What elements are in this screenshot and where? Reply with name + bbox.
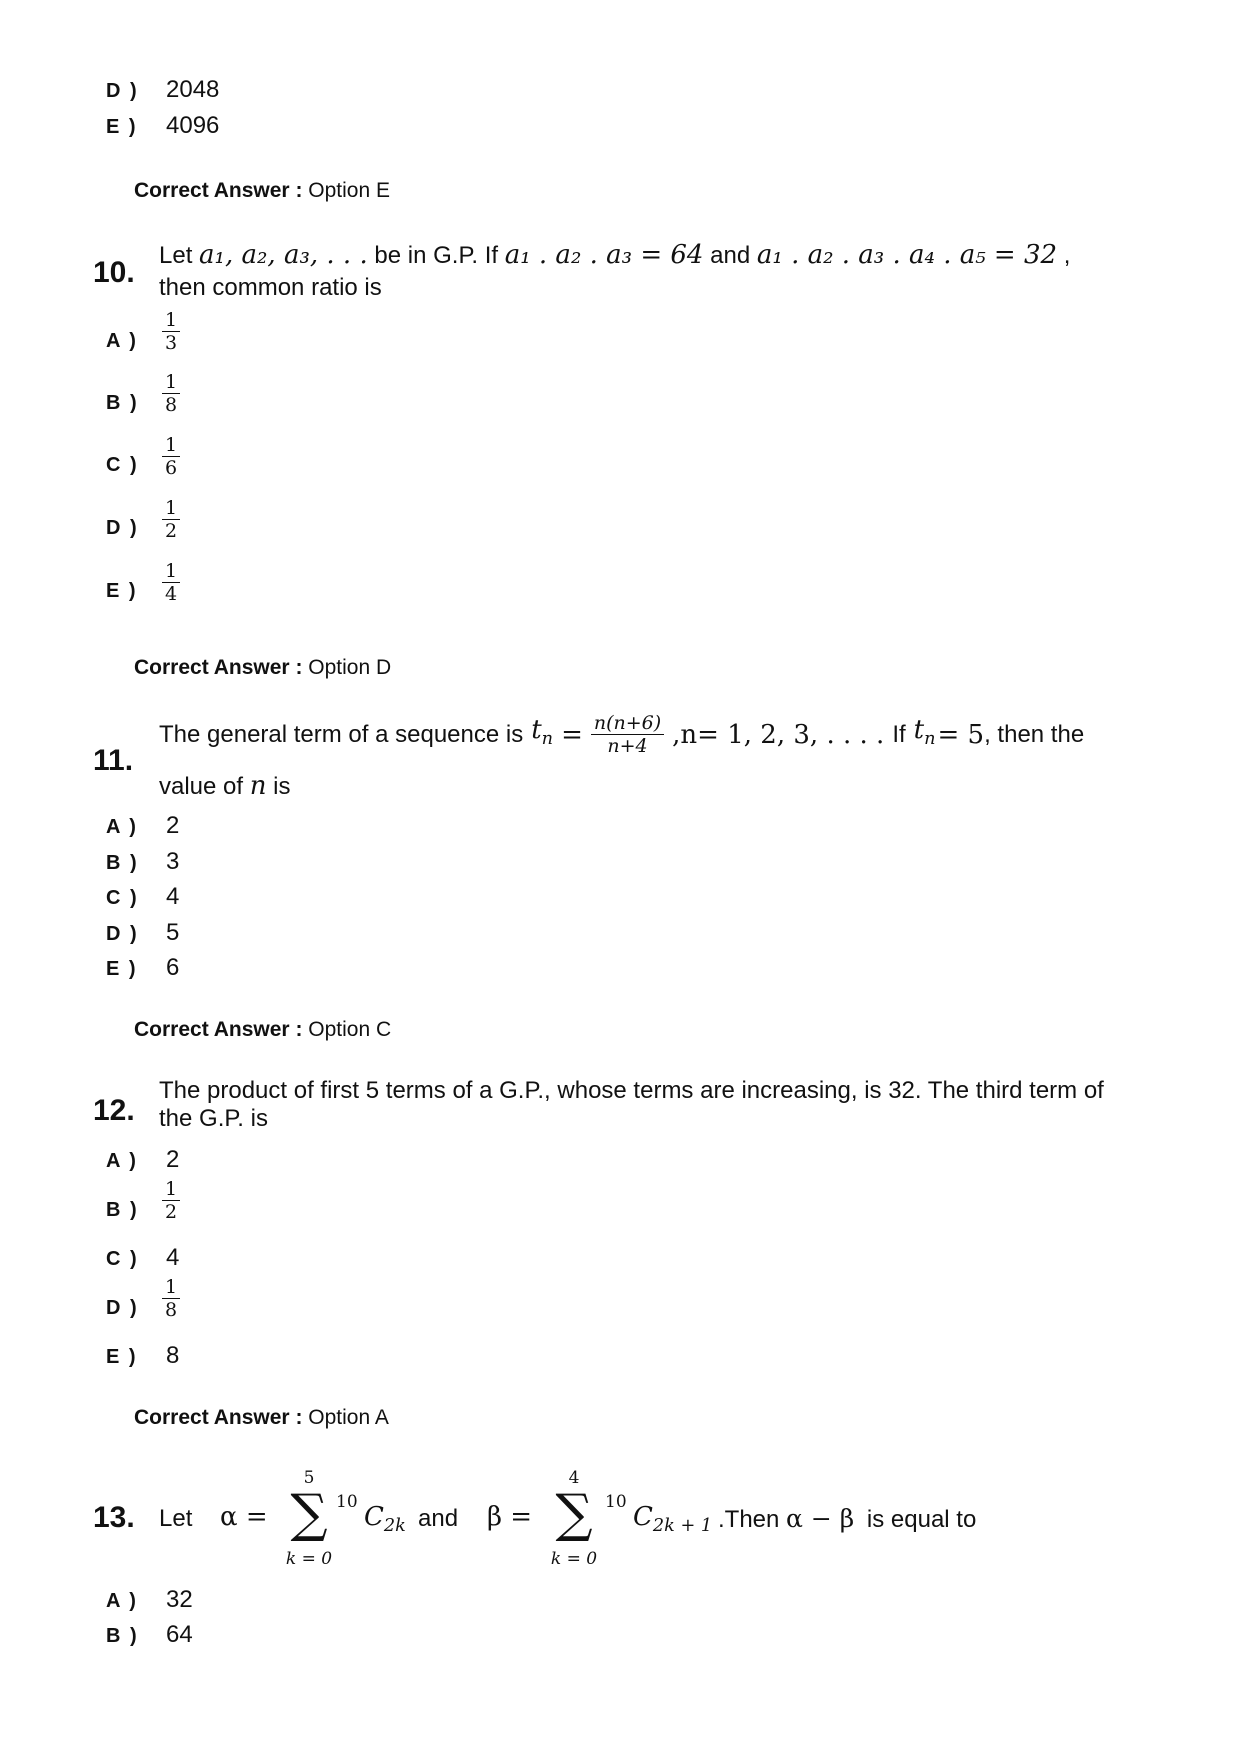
option-value: 4 bbox=[166, 883, 180, 910]
question-text: The product of first 5 terms of a G.P., whose terms are increasing, is 32. The third term of bbox=[159, 1077, 1104, 1104]
question-text-line2: then common ratio is bbox=[159, 274, 382, 301]
option-fraction: $\frac{1}{2}$ bbox=[162, 497, 180, 542]
question-text: Let bbox=[159, 1505, 193, 1532]
option-value: 8 bbox=[166, 1342, 180, 1369]
option-label: B ) bbox=[106, 1199, 139, 1221]
question-text-then: .Then α − β is equal to bbox=[718, 1504, 977, 1533]
option-label: E ) bbox=[106, 580, 138, 602]
option-label: B ) bbox=[106, 1625, 139, 1647]
option-label: D ) bbox=[106, 923, 139, 945]
sum-upper-limit: 4 bbox=[568, 1468, 580, 1488]
math-beta: β = bbox=[487, 1502, 533, 1532]
answer-value: Option C bbox=[308, 1018, 392, 1041]
question-number: 12. bbox=[93, 1094, 135, 1127]
question-text: Let a₁, a₂, a₃, . . . be in G.P. If a₁ . a₂ . a₃ = 64 and a₁ . a₂ . a₃ . a₄ . a₅ = 32 , bbox=[159, 240, 1071, 270]
option-value: 2 bbox=[166, 1146, 180, 1173]
math-eq: = 5 bbox=[937, 719, 985, 750]
option-label: A ) bbox=[106, 330, 138, 352]
math-range: ,n= 1, 2, 3, . . . . bbox=[672, 719, 885, 750]
option-value: 64 bbox=[166, 1621, 193, 1648]
question-text-line2: the G.P. is bbox=[159, 1105, 268, 1132]
option-fraction: $\frac{1}{2}$ bbox=[162, 1178, 180, 1223]
option-label: C ) bbox=[106, 1248, 139, 1270]
math-n: n bbox=[249, 771, 267, 801]
option-label: E ) bbox=[106, 958, 138, 980]
correct-answer bbox=[134, 179, 390, 203]
option-label: A ) bbox=[106, 816, 138, 838]
sum-lower-limit: k = 0 bbox=[285, 1549, 333, 1569]
option-label: C ) bbox=[106, 887, 139, 909]
option-label: D ) bbox=[106, 1297, 139, 1319]
sum-lower-limit: k = 0 bbox=[550, 1549, 598, 1569]
option-fraction: $\frac{1}{4}$ bbox=[162, 560, 180, 605]
option-label: D ) bbox=[106, 80, 139, 102]
option-label: A ) bbox=[106, 1590, 138, 1612]
question-text: The general term of a sequence is $t_n$ = $\frac{n(n+6)}{n+4}$ ,n= 1, 2, 3, . . . . If $t_n$ = 5 , then the bbox=[159, 712, 1085, 757]
answer-value: Option E bbox=[308, 179, 390, 202]
option-value: 4 bbox=[166, 1244, 180, 1271]
answer-label: Correct Answer : bbox=[134, 1406, 303, 1429]
option-label: B ) bbox=[106, 852, 139, 874]
correct-answer bbox=[134, 1018, 391, 1042]
question-number: 11. bbox=[93, 744, 134, 777]
math-tn: $t_n$ bbox=[913, 714, 936, 750]
option-label: D ) bbox=[106, 517, 139, 539]
option-fraction: $\frac{1}{8}$ bbox=[162, 371, 180, 416]
option-value: 6 bbox=[166, 954, 180, 981]
sum-icon: ∑ bbox=[290, 1484, 328, 1544]
comb-superscript: 10 bbox=[605, 1492, 627, 1512]
option-value: 32 bbox=[166, 1586, 193, 1613]
math-eq: a₁ . a₂ . a₃ = 64 bbox=[504, 240, 704, 270]
answer-value: Option A bbox=[308, 1406, 389, 1429]
option-value: 4096 bbox=[166, 112, 220, 139]
math-eq: a₁ . a₂ . a₃ . a₄ . a₅ = 32 bbox=[756, 240, 1058, 270]
option-value: 5 bbox=[166, 919, 180, 946]
option-label: E ) bbox=[106, 1346, 138, 1368]
correct-answer bbox=[134, 656, 391, 680]
option-value: 2 bbox=[166, 812, 180, 839]
comb-superscript: 10 bbox=[336, 1492, 358, 1512]
sum-icon: ∑ bbox=[555, 1484, 593, 1544]
question-number: 10. bbox=[93, 256, 135, 289]
option-value: 2048 bbox=[166, 76, 220, 103]
answer-label: Correct Answer : bbox=[134, 179, 303, 202]
option-label: E ) bbox=[106, 116, 138, 138]
math-seq: a₁, a₂, a₃, . . . bbox=[199, 240, 368, 270]
question-number: 13. bbox=[93, 1501, 135, 1534]
answer-label: Correct Answer : bbox=[134, 656, 303, 679]
option-value: 3 bbox=[166, 848, 180, 875]
answer-value: Option D bbox=[308, 656, 392, 679]
option-label: C ) bbox=[106, 454, 139, 476]
option-label: A ) bbox=[106, 1150, 138, 1172]
question-text-line2: value of n is bbox=[159, 771, 291, 801]
math-fraction: $\frac{n(n+6)}{n+4}$ bbox=[591, 712, 664, 757]
option-fraction: $\frac{1}{6}$ bbox=[162, 434, 180, 479]
math-tn: $t_n$ bbox=[531, 714, 554, 750]
sum-upper-limit: 5 bbox=[303, 1468, 315, 1488]
option-fraction: $\frac{1}{3}$ bbox=[162, 309, 180, 354]
option-label: B ) bbox=[106, 392, 139, 414]
answer-label: Correct Answer : bbox=[134, 1018, 303, 1041]
option-fraction: $\frac{1}{8}$ bbox=[162, 1276, 180, 1321]
math-diff: α − β bbox=[786, 1504, 855, 1533]
math-alpha: α = bbox=[220, 1502, 268, 1532]
math-term: $C_{2k + 1}$ bbox=[633, 1502, 713, 1537]
math-term: $C_{2k}$ bbox=[364, 1502, 406, 1537]
correct-answer bbox=[134, 1406, 389, 1430]
question-text-and: and bbox=[418, 1505, 459, 1532]
